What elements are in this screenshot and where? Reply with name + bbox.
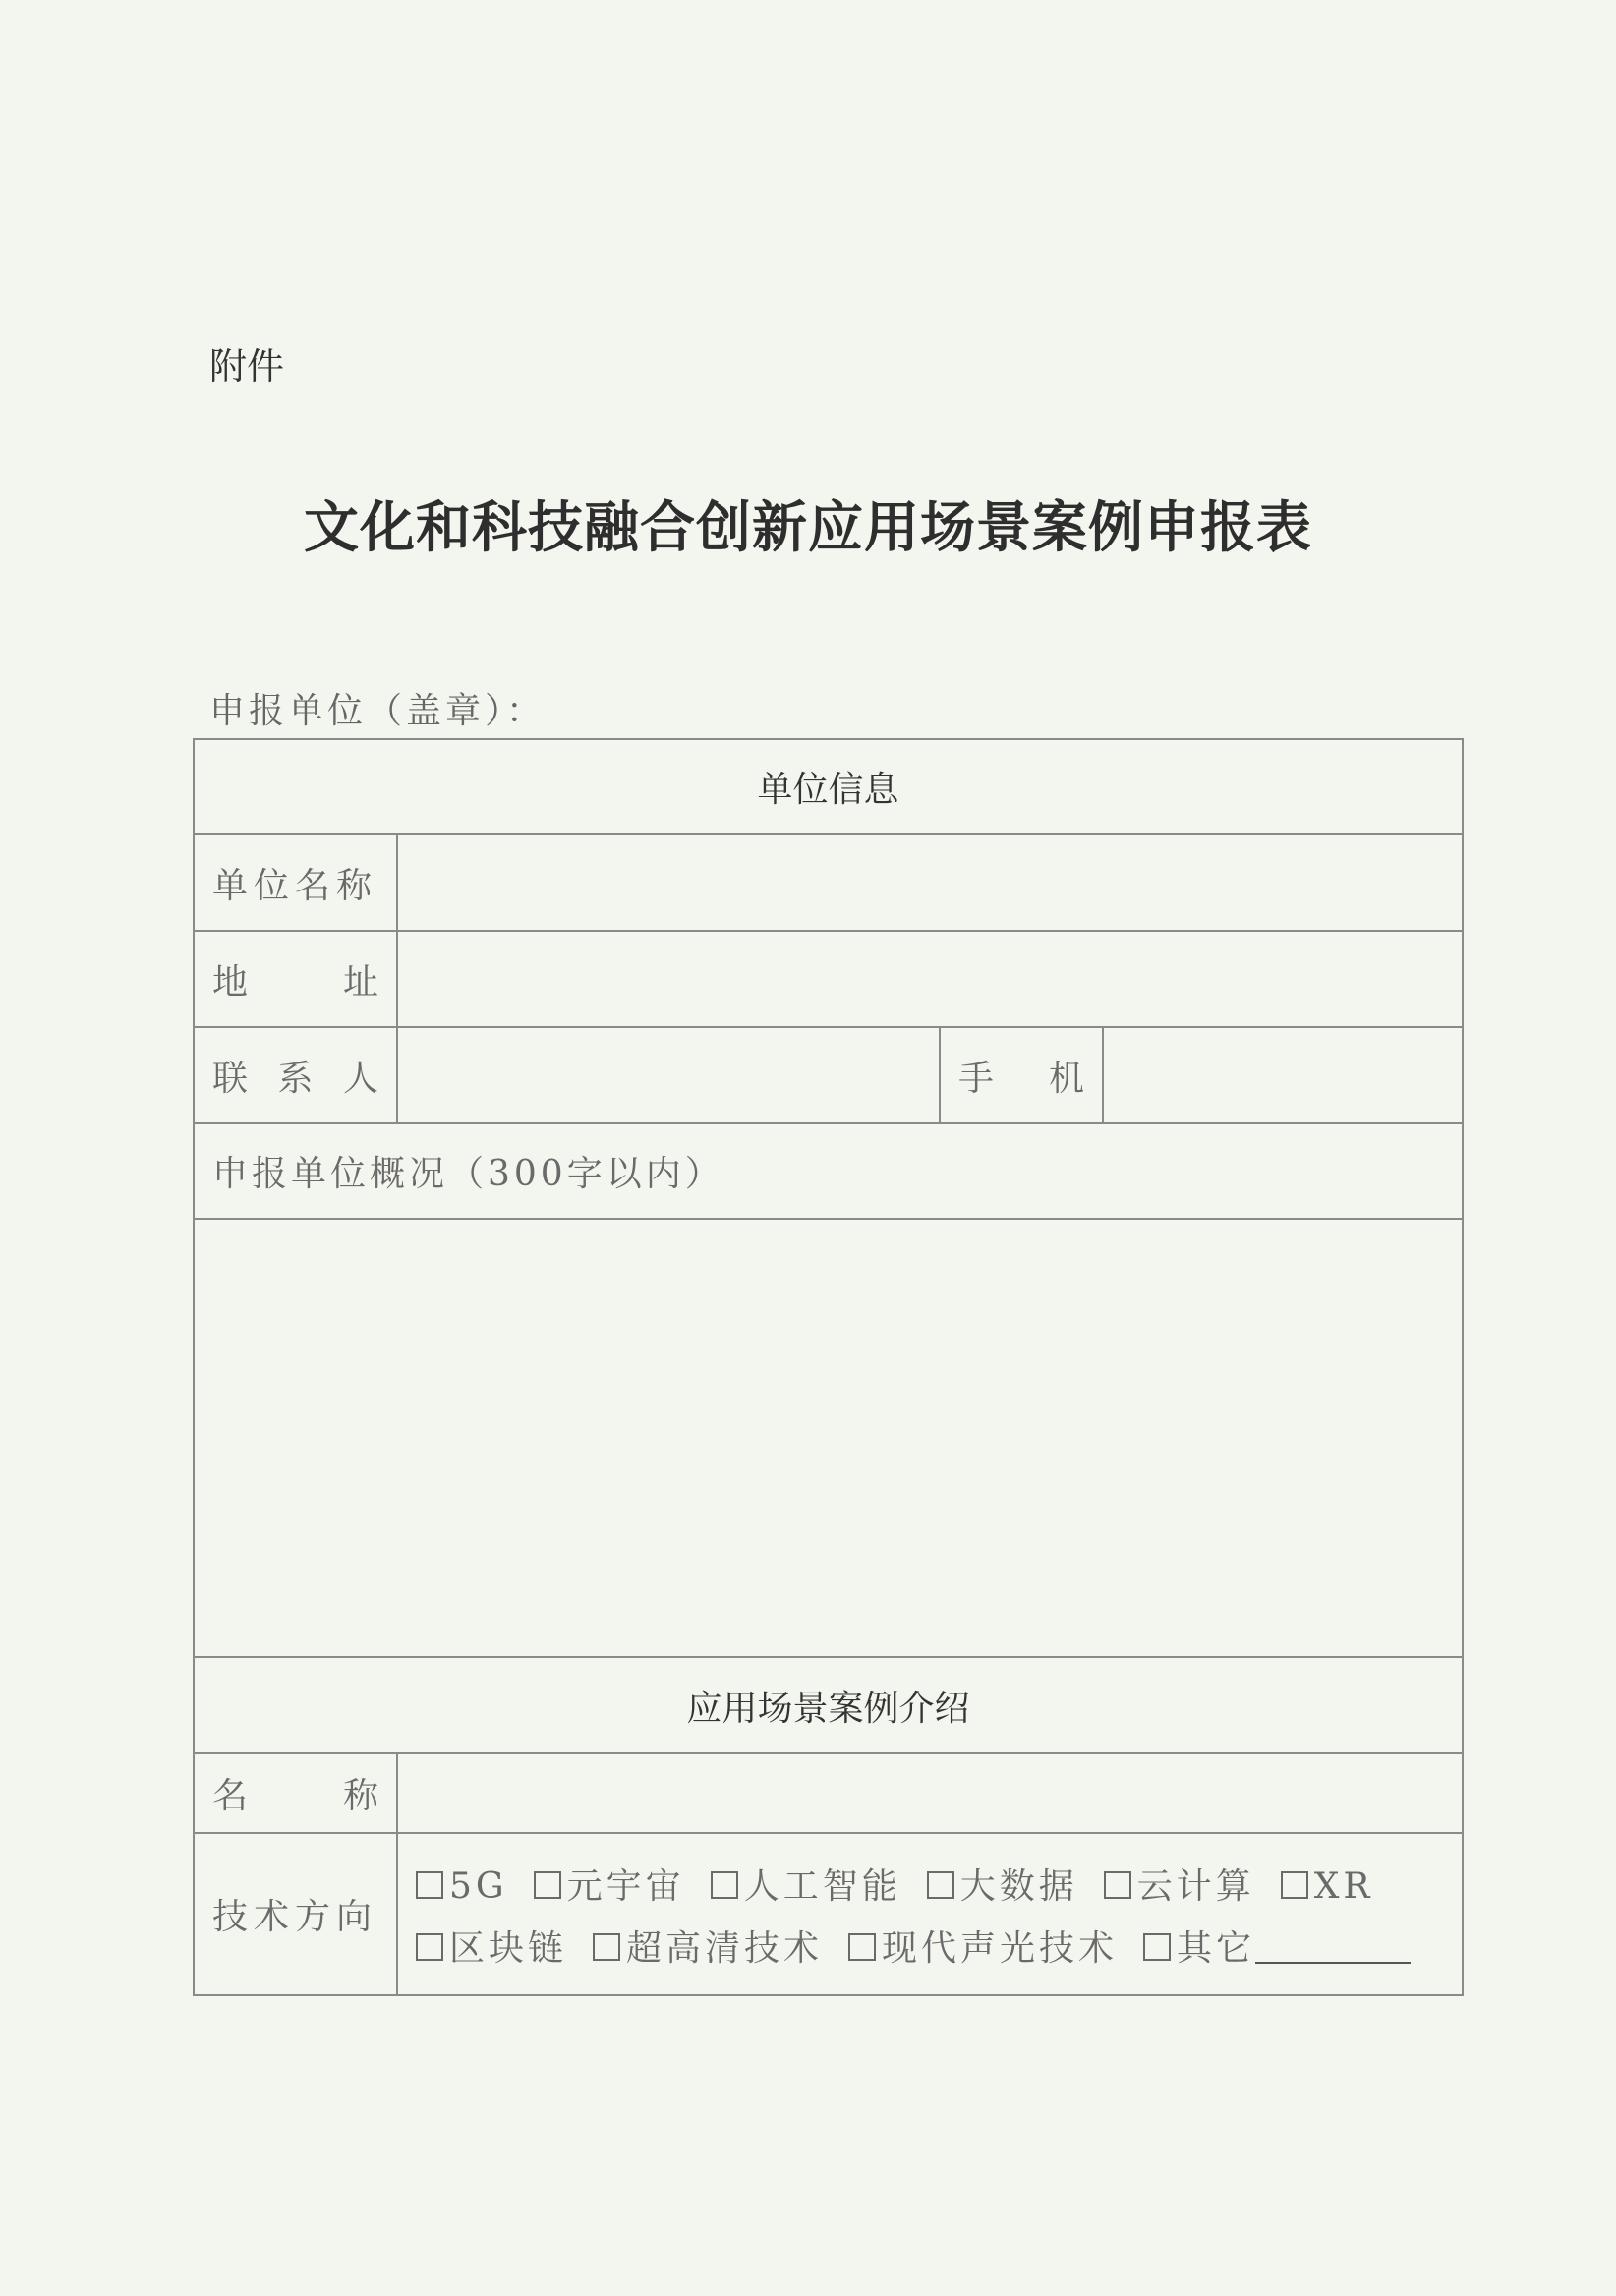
- case-name-field[interactable]: [397, 1753, 1463, 1833]
- checkbox-icon[interactable]: [1281, 1871, 1308, 1899]
- section-case-intro-header: 应用场景案例介绍: [194, 1657, 1463, 1753]
- address-label: 地 址: [194, 931, 397, 1027]
- unit-name-field[interactable]: [397, 834, 1463, 931]
- overview-field[interactable]: [194, 1219, 1463, 1657]
- tech-options: [397, 1833, 1463, 1995]
- checkbox-icon[interactable]: [927, 1871, 954, 1899]
- other-blank-line[interactable]: [1255, 1932, 1411, 1964]
- applicant-label: 申报单位（盖章）：: [209, 691, 547, 731]
- phone-field[interactable]: [1103, 1027, 1463, 1123]
- tech-option-other[interactable]: 其它: [1143, 1921, 1411, 1971]
- tech-option-big-data[interactable]: 大数据: [927, 1859, 1078, 1909]
- phone-label: 手 机: [940, 1027, 1103, 1123]
- application-form-table: [193, 738, 1464, 1996]
- checkbox-icon[interactable]: [416, 1933, 443, 1961]
- checkbox-icon[interactable]: [848, 1933, 876, 1961]
- checkbox-icon[interactable]: [593, 1933, 620, 1961]
- form-title: 文化和科技融合创新应用场景案例申报表: [304, 495, 1312, 560]
- checkbox-icon[interactable]: [534, 1871, 561, 1899]
- tech-option-metaverse[interactable]: 元宇宙: [534, 1859, 685, 1909]
- address-field[interactable]: [397, 931, 1463, 1027]
- tech-option-blockchain[interactable]: 区块链: [416, 1921, 567, 1971]
- section-unit-info-header: 单位信息: [194, 739, 1463, 834]
- unit-name-label: 单位名称: [194, 834, 397, 931]
- case-name-label: 名 称: [194, 1753, 397, 1833]
- checkbox-icon[interactable]: [1104, 1871, 1131, 1899]
- contact-label: 联 系 人: [194, 1027, 397, 1123]
- contact-field[interactable]: [397, 1027, 940, 1123]
- checkbox-icon[interactable]: [1143, 1933, 1171, 1961]
- checkbox-icon[interactable]: [416, 1871, 443, 1899]
- tech-option-uhd[interactable]: 超高清技术: [593, 1921, 823, 1971]
- tech-option-cloud[interactable]: 云计算: [1104, 1859, 1255, 1909]
- attachment-label: 附件: [209, 345, 285, 388]
- tech-direction-label: 技术方向: [194, 1833, 397, 1995]
- overview-label: 申报单位概况（300字以内）: [194, 1123, 1463, 1219]
- tech-option-av[interactable]: 现代声光技术: [848, 1921, 1118, 1971]
- tech-option-ai[interactable]: 人工智能: [711, 1859, 901, 1909]
- tech-option-xr[interactable]: XR: [1281, 1866, 1374, 1907]
- checkbox-icon[interactable]: [711, 1871, 738, 1899]
- tech-option-5g[interactable]: 5G: [416, 1866, 508, 1907]
